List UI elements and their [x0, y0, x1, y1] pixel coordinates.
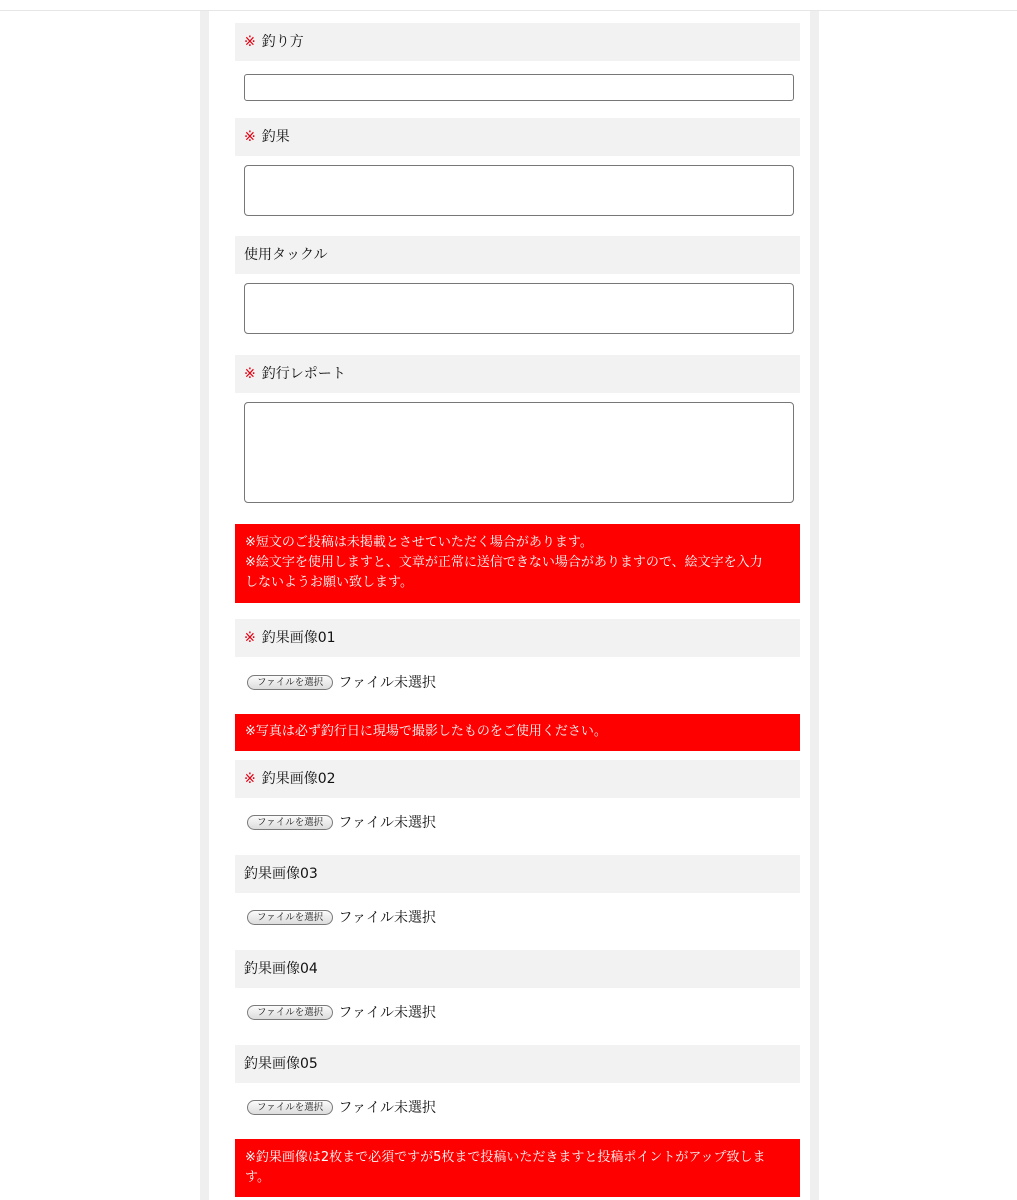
image-04-file-status: ファイル未選択 [338, 1005, 437, 1021]
required-mark: ※ [244, 34, 256, 50]
image-01-choose-file-button[interactable]: ファイルを選択 [247, 675, 333, 690]
image-05-file-status: ファイル未選択 [338, 1100, 437, 1116]
image-01-label [235, 619, 800, 657]
tackle-label [235, 236, 800, 274]
image-05-label-text: 釣果画像05 [244, 1056, 318, 1072]
fishing-method-label-text: 釣り方 [261, 34, 304, 50]
report-textarea[interactable] [244, 402, 794, 503]
text-notice-line-1: ※短文のご投稿は未掲載とさせていただく場合があります。 [245, 535, 593, 550]
image-02-file-input [247, 812, 436, 832]
image-03-choose-file-button[interactable]: ファイルを選択 [247, 910, 333, 925]
points-notice-line-1: ※釣果画像は2枚まで必須ですが5枚まで投稿いただきますと投稿ポイントがアップ致しま [245, 1150, 766, 1165]
report-label-text: 釣行レポート [261, 366, 346, 382]
image-05-choose-file-button[interactable]: ファイルを選択 [247, 1100, 333, 1115]
photo-notice-banner [235, 714, 800, 751]
image-01-file-status: ファイル未選択 [338, 675, 437, 691]
fishing-method-input[interactable] [244, 74, 794, 101]
image-02-file-status: ファイル未選択 [338, 815, 437, 831]
report-label [235, 355, 800, 393]
required-mark: ※ [244, 630, 256, 646]
points-notice-line-2: す。 [245, 1170, 270, 1185]
image-02-choose-file-button[interactable]: ファイルを選択 [247, 815, 333, 830]
image-04-choose-file-button[interactable]: ファイルを選択 [247, 1005, 333, 1020]
tackle-textarea[interactable] [244, 283, 794, 334]
form-panel [209, 11, 810, 1200]
image-03-label-text: 釣果画像03 [244, 866, 318, 882]
image-02-label-text: 釣果画像02 [261, 771, 336, 787]
text-notice-line-2: ※絵文字を使用しますと、文章が正常に送信できない場合がありますので、絵文字を入力 [245, 555, 763, 570]
catch-label [235, 118, 800, 156]
image-05-label [235, 1045, 800, 1083]
image-03-label [235, 855, 800, 893]
image-01-label-text: 釣果画像01 [261, 630, 336, 646]
required-mark: ※ [244, 129, 256, 145]
image-04-label-text: 釣果画像04 [244, 961, 318, 977]
points-notice-banner [235, 1139, 800, 1197]
catch-label-text: 釣果 [261, 129, 290, 145]
image-03-file-status: ファイル未選択 [338, 910, 437, 926]
catch-textarea[interactable] [244, 165, 794, 216]
tackle-label-text: 使用タックル [244, 247, 328, 263]
image-03-file-input [247, 907, 436, 927]
text-notice-banner [235, 524, 800, 603]
required-mark: ※ [244, 771, 256, 787]
image-04-label [235, 950, 800, 988]
text-notice-line-3: しないようお願い致します。 [245, 575, 413, 590]
fishing-method-label [235, 23, 800, 61]
required-mark: ※ [244, 366, 256, 382]
image-01-file-input [247, 672, 436, 692]
image-05-file-input [247, 1097, 436, 1117]
photo-notice-text: ※写真は必ず釣行日に現場で撮影したものをご使用ください。 [245, 724, 607, 739]
image-04-file-input [247, 1002, 436, 1022]
image-02-label [235, 760, 800, 798]
form-frame [200, 11, 819, 1200]
